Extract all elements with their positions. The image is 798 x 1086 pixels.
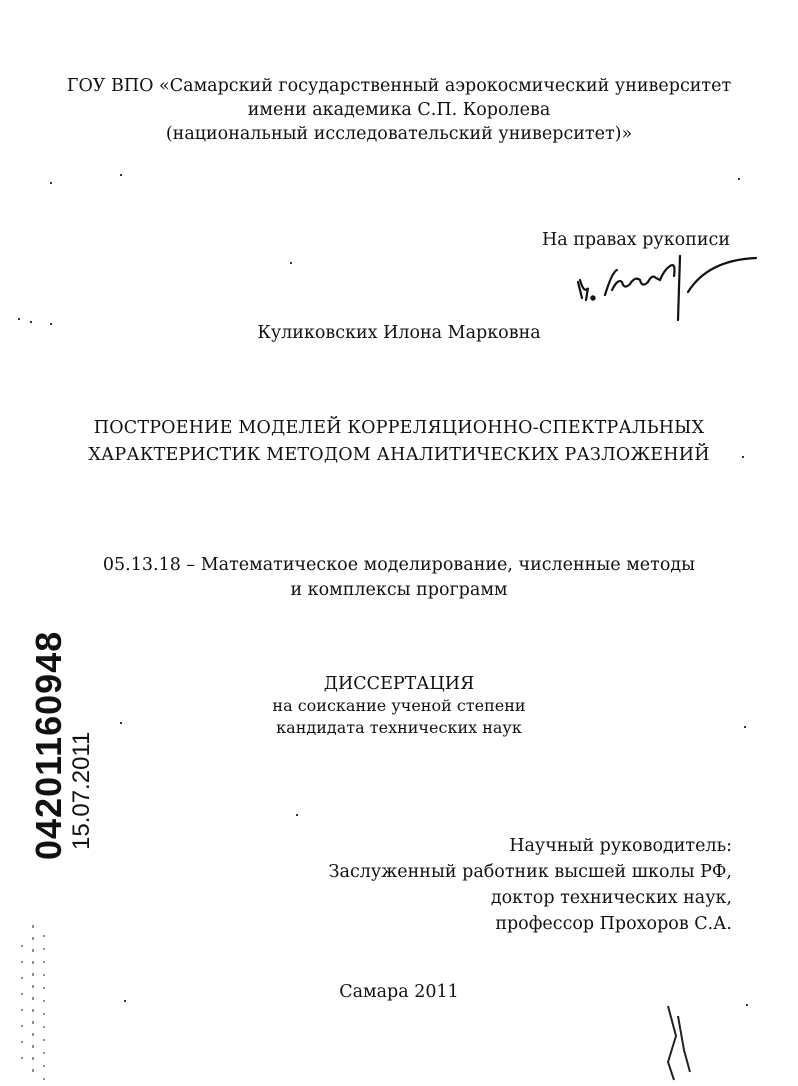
institution-line-1: ГОУ ВПО «Самарский государственный аэрокосмический университет <box>66 76 732 96</box>
degree-line-1: на соискание ученой степени <box>272 696 526 715</box>
author-name: Куликовских Илона Марковна <box>257 323 541 343</box>
stamp-code: 04201160948 <box>28 630 69 860</box>
supervisor-line-1: Научный руководитель: <box>509 836 732 856</box>
stamp-date: 15.07.2011 <box>68 731 95 850</box>
institution-line-2: имени академика С.П. Королева <box>247 100 551 120</box>
specialty-line-2: и комплексы программ <box>290 580 508 600</box>
city-year: Самара 2011 <box>339 982 459 1002</box>
specialty-line-1: 05.13.18 – Математическое моделирование, численные методы <box>102 555 696 575</box>
rights-note: На правах рукописи <box>541 230 730 250</box>
institution-line-3: (национальный исследовательский университет)» <box>165 124 633 144</box>
supervisor-line-2: Заслуженный работник высшей школы РФ, <box>328 862 732 882</box>
title-line-2: ХАРАКТЕРИСТИК МЕТОДОМ АНАЛИТИЧЕСКИХ РАЗЛОЖЕНИЙ <box>88 445 710 465</box>
supervisor-line-4: профессор Прохоров С.А. <box>495 914 732 934</box>
title-line-1: ПОСТРОЕНИЕ МОДЕЛЕЙ КОРРЕЛЯЦИОННО-СПЕКТРАЛЬНЫХ <box>93 418 705 438</box>
dissertation-heading: ДИССЕРТАЦИЯ <box>323 674 475 694</box>
degree-line-2: кандидата технических наук <box>276 718 522 737</box>
supervisor-line-3: доктор технических наук, <box>490 888 732 908</box>
